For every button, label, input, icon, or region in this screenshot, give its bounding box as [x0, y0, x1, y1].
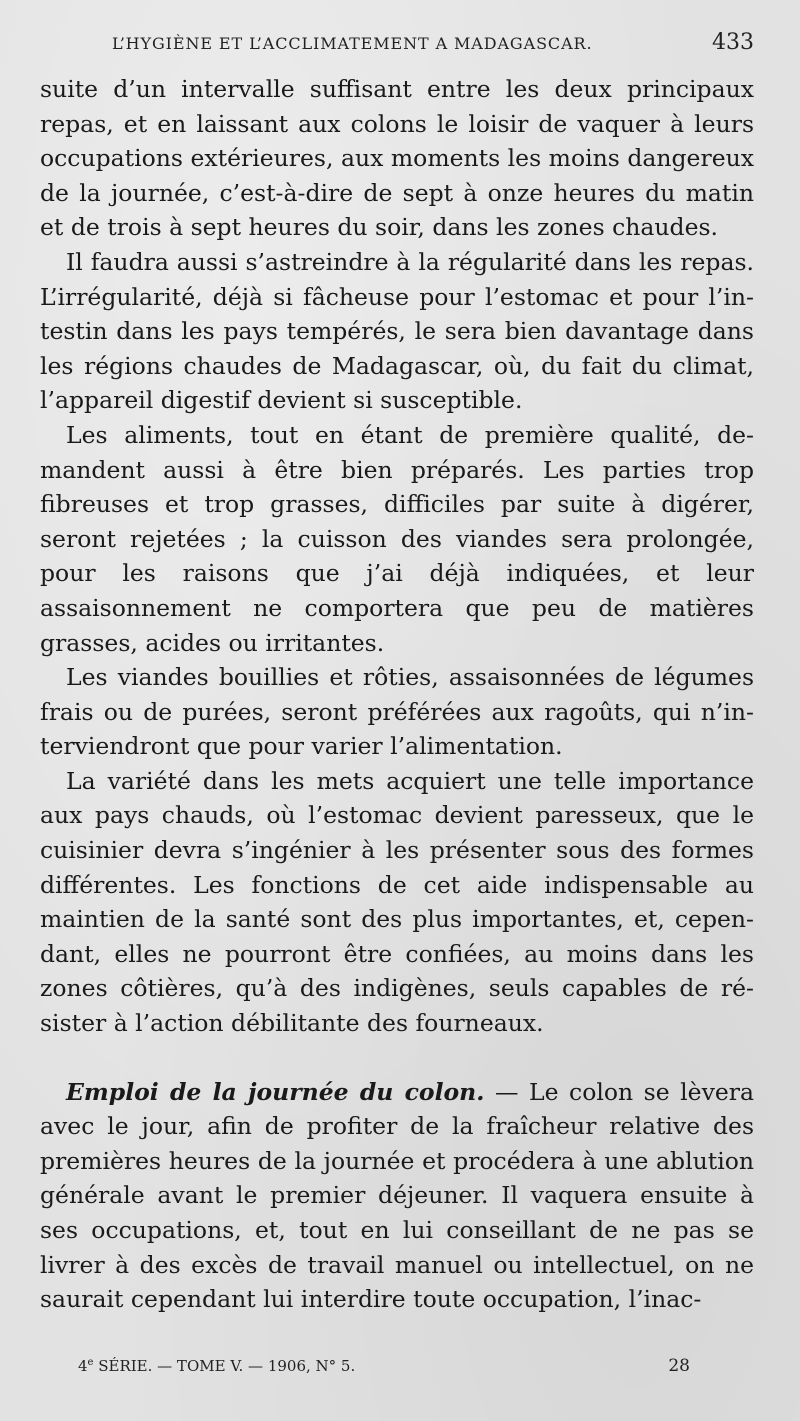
running-title: L’HYGIÈNE ET L’ACCLIMATEMENT A MADAGASCAR. [112, 34, 593, 53]
paragraph-1: suite d’un intervalle suffisant entre les deux principaux repas, et en laissant aux colons le loisir de vaquer à leurs occupations extérieures, aux moments les moins dangereux de la journée, c’est-à-dire de sept à onze heures du matin et de trois à sept heures du soir, dans les zones chaudes. [40, 75, 754, 242]
section-spacer [40, 1041, 754, 1075]
paragraph-5: La variété dans les mets acquiert une telle importance aux pays chauds, où l’estomac devient paresseux, que le cuisinier devra s’ingénier à les présenter sous des formes différentes. Les fonctions de cet aide indispensable au maintien de la santé sont des plus importantes, et, cependant, elles ne pourront être confiées, au moins dans les zones côtières, qu’à des indigènes, seuls capables de résister à l’action débilitante des fourneaux. [40, 766, 754, 1038]
series-number: 4 [78, 1357, 88, 1375]
series-rest: SÉRIE. — TOME V. — 1906, N° 5. [93, 1357, 356, 1375]
paragraph-3: Les aliments, tout en étant de première qualité, demandent aussi à être bien préparés. Les parties trop fibreuses et trop grasses, difficiles par suite à digérer, seront rejetées ; la cuisson des viandes sera prolongée, pour les raisons que j’ai déjà indiquées, et leur assaisonnement ne comportera que peu de matières grasses, acides ou irritantes. [40, 420, 754, 657]
paragraph-6 [40, 1075, 754, 1317]
paragraph-6-text: — Le colon se lèvera avec le jour, afin de profiter de la fraîcheur relative des premières heures de la journée et procédera à une ablution générale avant le premier déjeuner. Il vaquera ensuite à ses occupations, et, tout en lui conseillant de ne pas se livrer à des excès de travail manuel ou intellectuel, on ne saurait cependant lui interdire toute occupation, l’inac- [40, 1077, 754, 1314]
paragraph-2: Il faudra aussi s’astreindre à la régularité dans les repas. L’irrégularité, déjà si fâcheuse pour l’estomac et pour l’intestin dans les pays tempérés, le sera bien davantage dans les régions chaudes de Madagascar, où, du fait du climat, l’appareil digestif devient si susceptible. [40, 247, 754, 415]
sheet-number: 28 [668, 1356, 690, 1376]
section-title: Emploi de la journée du colon. [66, 1077, 485, 1106]
series-superscript: e [87, 1357, 94, 1368]
page-number: 433 [712, 30, 754, 55]
body-text [40, 72, 754, 1317]
page-footer [78, 1356, 690, 1376]
paragraph-4: Les viandes bouillies et rôties, assaisonnées de légumes frais ou de purées, seront préférées aux ragoûts, qui n’interviendront que pour varier l’alimentation. [40, 663, 754, 761]
running-head [40, 30, 754, 66]
series-info [78, 1357, 355, 1375]
